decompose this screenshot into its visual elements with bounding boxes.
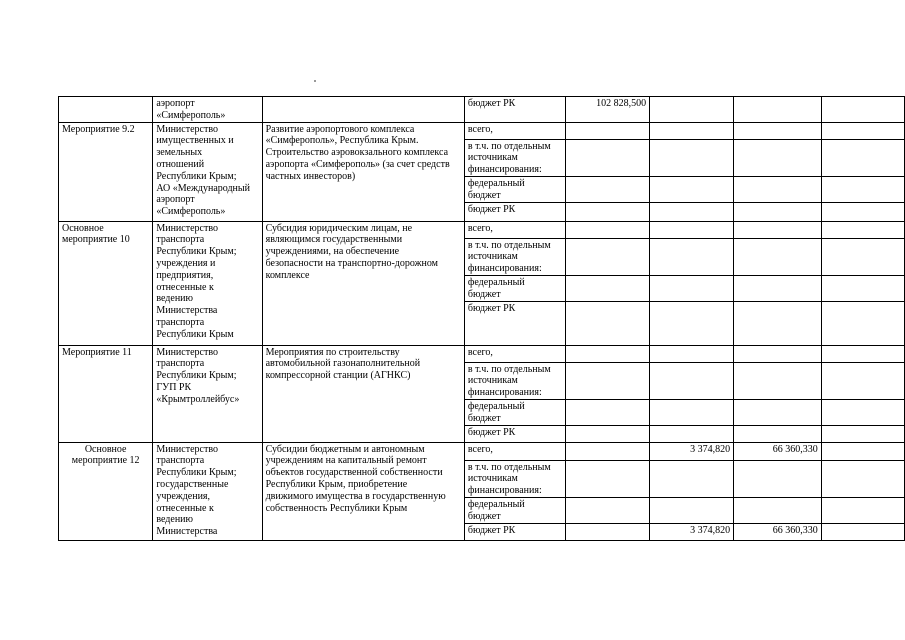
source-label: всего, (464, 221, 565, 238)
source-label: бюджет РК (464, 425, 565, 442)
description-cell (262, 97, 464, 123)
source-label: федеральный бюджет (464, 176, 565, 202)
amount-cell: 3 374,820 (650, 442, 734, 460)
source-label: всего, (464, 442, 565, 460)
program-funding-table (58, 96, 905, 541)
event-cell: Основное мероприятие 12 (59, 442, 153, 540)
description-cell: Субсидия юридическим лицам, не являющимся государственными учреждениями, на обеспечение безопасности на транспортно-дорожном комплексе (262, 221, 464, 345)
executor-cell: аэропорт «Симферополь» (153, 97, 262, 123)
source-label: федеральный бюджет (464, 399, 565, 425)
amount-cell (821, 97, 904, 123)
amount-cell: 3 374,820 (650, 523, 734, 540)
event-cell (59, 97, 153, 123)
table-row (59, 97, 905, 123)
table-row (59, 221, 905, 238)
scan-speck (314, 80, 316, 82)
source-label: федеральный бюджет (464, 497, 565, 523)
source-label: бюджет РК (464, 97, 565, 123)
amount-cell: 102 828,500 (566, 97, 650, 123)
source-label: бюджет РК (464, 523, 565, 540)
executor-cell: Министерство транспорта Республики Крым; ГУП РК «Крымтроллейбус» (153, 345, 262, 442)
source-label: всего, (464, 345, 565, 362)
source-label: в т.ч. по отдельным источникам финансирования: (464, 362, 565, 399)
event-cell: Основное мероприятие 10 (59, 221, 153, 345)
executor-cell: Министерство транспорта Республики Крым; учреждения и предприятия, отнесенные к ведению Министерства транспорта Республики Крым (153, 221, 262, 345)
amount-cell (650, 97, 734, 123)
event-cell: Мероприятие 9.2 (59, 122, 153, 221)
executor-cell: Министерство транспорта Республики Крым; государственные учреждения, отнесенные к ведению Министерства (153, 442, 262, 540)
source-label: федеральный бюджет (464, 275, 565, 301)
amount-cell: 66 360,330 (734, 442, 822, 460)
table-row (59, 442, 905, 460)
amount-cell: 66 360,330 (734, 523, 822, 540)
executor-cell: Министерство имущественных и земельных отношений Республики Крым; АО «Международный аэропорт «Симферополь» (153, 122, 262, 221)
source-label: бюджет РК (464, 301, 565, 345)
table-row (59, 122, 905, 139)
amount-cell (734, 97, 822, 123)
source-label: в т.ч. по отдельным источникам финансирования: (464, 238, 565, 275)
description-cell: Развитие аэропортового комплекса «Симферополь», Республика Крым. Строительство аэровокзального комплекса аэропорта «Симферополь» (за счет средств частных инвесторов) (262, 122, 464, 221)
source-label: всего, (464, 122, 565, 139)
description-cell: Мероприятия по строительству автомобильной газонаполнительной компрессорной станции (АГНКС) (262, 345, 464, 442)
source-label: в т.ч. по отдельным источникам финансирования: (464, 460, 565, 497)
table-row (59, 345, 905, 362)
source-label: бюджет РК (464, 202, 565, 221)
event-cell: Мероприятие 11 (59, 345, 153, 442)
source-label: в т.ч. по отдельным источникам финансирования: (464, 139, 565, 176)
description-cell: Субсидии бюджетным и автономным учреждениям на капитальный ремонт объектов государственной собственности Республики Крым, приобретение движимого имущества в государственную собственность Республики Крым (262, 442, 464, 540)
